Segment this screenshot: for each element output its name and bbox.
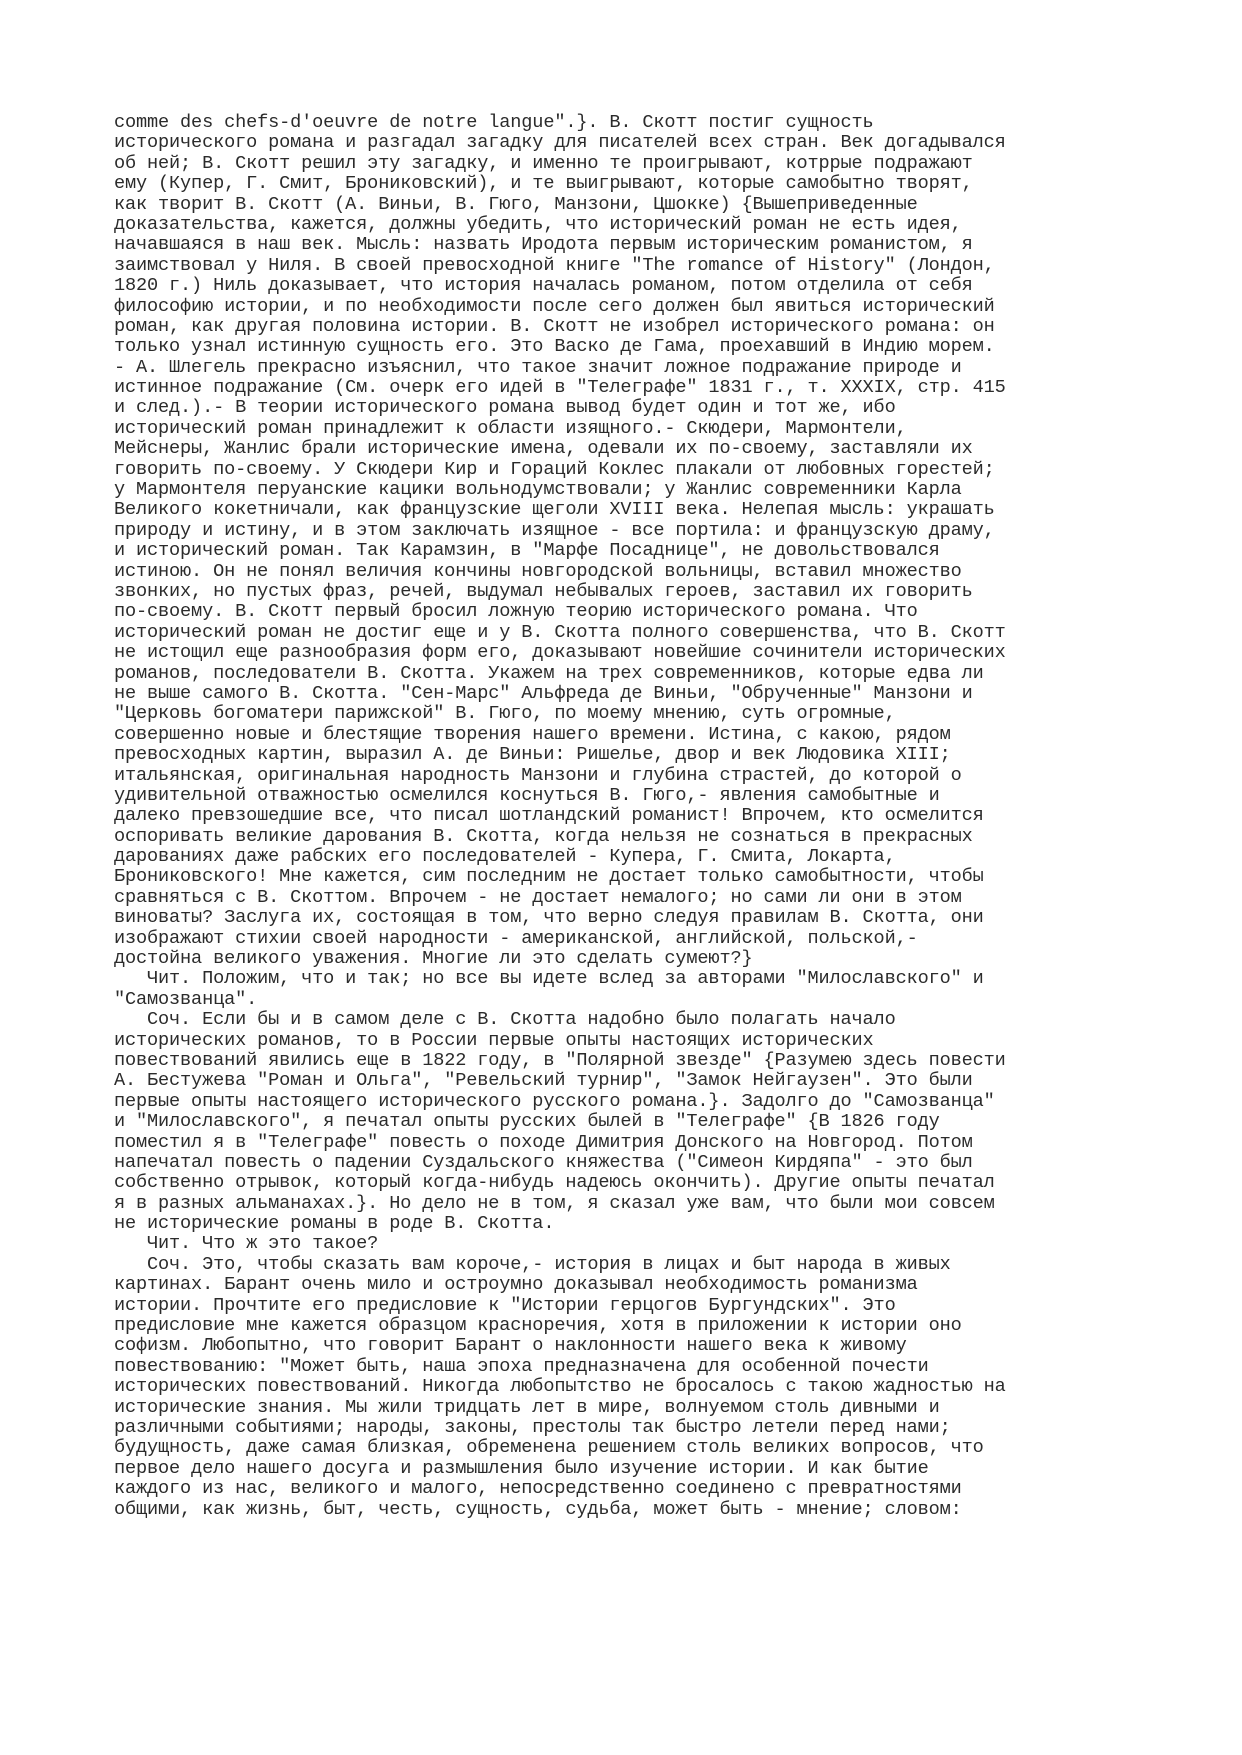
text-line: далеко превзошедшие все, что писал шотландский романист! Впрочем, кто осмелится bbox=[114, 805, 984, 827]
text-line: роман, как другая половина истории. В. Скотт не изобрел исторического романа: он bbox=[114, 315, 995, 337]
text-line: у Мармонтеля перуанские кацики вольнодумствовали; у Жанлис современники Карла bbox=[114, 479, 962, 501]
text-line: первое дело нашего досуга и размышления было изучение истории. И как бытие bbox=[114, 1457, 929, 1479]
text-line: Чит. Что ж это такое? bbox=[114, 1233, 379, 1255]
text-line: удивительной отважностью осмелился коснуться В. Гюго,- явления самобытные и bbox=[114, 784, 940, 806]
text-line: не исторические романы в роде В. Скотта. bbox=[114, 1213, 555, 1235]
text-line: будущность, даже самая близкая, обременена решением столь великих вопросов, что bbox=[114, 1437, 984, 1459]
text-line: говорить по-своему. У Скюдери Кир и Гораций Коклес плакали от любовных горестей; bbox=[114, 458, 995, 480]
text-line: начавшаяся в наш век. Мысль: назвать Иродота первым историческим романистом, я bbox=[114, 234, 973, 256]
text-line: различными событиями; народы, законы, престолы так быстро летели перед нами; bbox=[114, 1417, 951, 1438]
text-line: заимствовал у Ниля. В своей превосходной книге "The romance of History" (Лондон, bbox=[114, 254, 995, 276]
text-line: исторические знания. Мы жили тридцать лет в мире, волнуемом столь дивными и bbox=[114, 1396, 940, 1418]
text-line: А. Бестужева "Роман и Ольга", "Ревельский турнир", "Замок Нейгаузен". Это были bbox=[114, 1070, 973, 1092]
text-line: - А. Шлегель прекрасно изъяснил, что такое значит ложное подражание природе и bbox=[114, 356, 962, 378]
text-line: дарованиях даже рабских его последователей - Купера, Г. Смита, Локарта, bbox=[114, 846, 896, 868]
text-line: общими, как жизнь, быт, честь, сущность, судьба, может быть - мнение; словом: bbox=[114, 1498, 962, 1520]
text-line: Мейснеры, Жанлис брали исторические имена, одевали их по-своему, заставляли их bbox=[114, 438, 973, 460]
text-line: собственно отрывок, который когда-нибудь надеюсь окончить). Другие опыты печатал bbox=[114, 1172, 995, 1194]
text-line: повествований явились еще в 1822 году, в "Полярной звезде" {Разумею здесь повести bbox=[114, 1049, 1006, 1071]
text-line: не истощил еще разнообразия форм его, доказывают новейшие сочинители исторических bbox=[114, 642, 1006, 664]
text-line: истории. Прочтите его предисловие к "Истории герцогов Бургундских". Это bbox=[114, 1294, 896, 1316]
document-text bbox=[114, 113, 1134, 1520]
text-line: не выше самого В. Скотта. "Сен-Марс" Альфреда де Виньи, "Обрученные" Манзони и bbox=[114, 682, 973, 704]
text-line: ему (Купер, Г. Смит, Брониковский), и те выигрывают, которые самобытно творят, bbox=[114, 173, 973, 195]
text-line: каждого из нас, великого и малого, непосредственно соединено с превратностями bbox=[114, 1478, 962, 1500]
text-line: об ней; В. Скотт решил эту загадку, и именно те проигрывают, котррые подражают bbox=[114, 152, 973, 174]
text-line: поместил я в "Телеграфе" повесть о походе Димитрия Донского на Новгород. Потом bbox=[114, 1131, 973, 1153]
text-line: 1820 г.) Ниль доказывает, что история началась романом, потом отделила от себя bbox=[114, 275, 973, 297]
text-line: романов, последователи В. Скотта. Укажем на трех современников, которые едва ли bbox=[114, 662, 984, 684]
text-line: исторического романа и разгадал загадку для писателей всех стран. Век догадывался bbox=[114, 132, 1006, 154]
text-line: "Церковь богоматери парижской" В. Гюго, по моему мнению, суть огромные, bbox=[114, 703, 896, 725]
text-line: Брониковского! Мне кажется, сим последним не достает только самобытности, чтобы bbox=[114, 866, 984, 888]
text-line: предисловие мне кажется образцом красноречия, хотя в приложении к истории оно bbox=[114, 1315, 962, 1337]
text-line: превосходных картин, выразил А. де Виньи: Ришелье, двор и век Людовика XIII; bbox=[114, 744, 951, 766]
text-line: только узнал истинную сущность его. Это Васко де Гама, проехавший в Индию морем. bbox=[114, 336, 995, 358]
text-line: исторический роман не достиг еще и у В. Скотта полного совершенства, что В. Скотт bbox=[114, 621, 1006, 643]
text-line: исторический роман принадлежит к области изящного.- Скюдери, Мармонтели, bbox=[114, 417, 907, 439]
text-line: философию истории, и по необходимости после сего должен был явиться исторический bbox=[114, 295, 995, 317]
text-line: истиною. Он не понял величия кончины новгородской вольницы, вставил множество bbox=[114, 560, 962, 582]
text-line: картинах. Барант очень мило и остроумно доказывал необходимость романизма bbox=[114, 1274, 918, 1296]
text-line: и "Милославского", я печатал опыты русских былей в "Телеграфе" {В 1826 году bbox=[114, 1111, 940, 1133]
text-line: Великого кокетничали, как французские щеголи XVIII века. Нелепая мысль: украшать bbox=[114, 499, 995, 521]
text-line: природу и истину, и в этом заключать изящное - все портила: и французскую драму, bbox=[114, 519, 995, 541]
text-line: как творит В. Скотт (А. Виньи, В. Гюго, Манзони, Цшокке) {Вышеприведенные bbox=[114, 193, 918, 215]
text-line: софизм. Любопытно, что говорит Барант о наклонности нашего века к живому bbox=[114, 1335, 907, 1357]
text-line: совершенно новые и блестящие творения нашего времени. Истина, с какою, рядом bbox=[114, 723, 951, 745]
text-line: и след.).- В теории исторического романа вывод будет один и тот же, ибо bbox=[114, 397, 896, 419]
text-line: Соч. Это, чтобы сказать вам короче,- история в лицах и быт народа в живых bbox=[114, 1253, 951, 1275]
text-line: Чит. Положим, что и так; но все вы идете вслед за авторами "Милославского" и bbox=[114, 968, 984, 990]
text-line: comme des chefs-d'oeuvre de notre langue".}. В. Скотт постиг сущность bbox=[114, 112, 874, 133]
text-line: изображают стихии своей народности - американской, английской, польской,- bbox=[114, 927, 918, 949]
text-line: сравняться с В. Скоттом. Впрочем - не достает немалого; но сами ли они в этом bbox=[114, 886, 962, 908]
text-line: исторических повествований. Никогда любопытство не бросалось с такою жадностью на bbox=[114, 1376, 1006, 1398]
text-line: я в разных альманахах.}. Но дело не в том, я сказал уже вам, что были мои совсем bbox=[114, 1192, 995, 1214]
text-line: напечатал повесть о падении Суздальского княжества ("Симеон Кирдяпа" - это был bbox=[114, 1151, 973, 1173]
text-line: "Самозванца". bbox=[114, 988, 258, 1010]
text-line: повествованию: "Может быть, наша эпоха предназначена для особенной почести bbox=[114, 1355, 929, 1377]
text-line: истинное подражание (См. очерк его идей в "Телеграфе" 1831 г., т. XXXIX, стр. 415 bbox=[114, 377, 1006, 399]
text-line: исторических романов, то в России первые опыты настоящих исторических bbox=[114, 1029, 874, 1051]
text-line: оспоривать великие дарования В. Скотта, когда нельзя не сознаться в прекрасных bbox=[114, 825, 973, 847]
text-line: Соч. Если бы и в самом деле с В. Скотта надобно было полагать начало bbox=[114, 1009, 896, 1031]
text-line: и исторический роман. Так Карамзин, в "Марфе Посаднице", не довольствовался bbox=[114, 540, 940, 562]
text-line: звонких, но пустых фраз, речей, выдумал небывалых героев, заставил их говорить bbox=[114, 580, 973, 602]
text-line: доказательства, кажется, должны убедить, что исторический роман не есть идея, bbox=[114, 213, 962, 235]
text-line: достойна великого уважения. Многие ли это сделать сумеют?} bbox=[114, 948, 753, 970]
text-line: итальянская, оригинальная народность Манзони и глубина страстей, до которой о bbox=[114, 764, 962, 786]
text-line: виноваты? Заслуга их, состоящая в том, что верно следуя правилам В. Скотта, они bbox=[114, 907, 984, 929]
text-line: первые опыты настоящего исторического русского романа.}. Задолго до "Самозванца" bbox=[114, 1090, 995, 1112]
text-line: по-своему. В. Скотт первый бросил ложную теорию исторического романа. Что bbox=[114, 601, 918, 623]
